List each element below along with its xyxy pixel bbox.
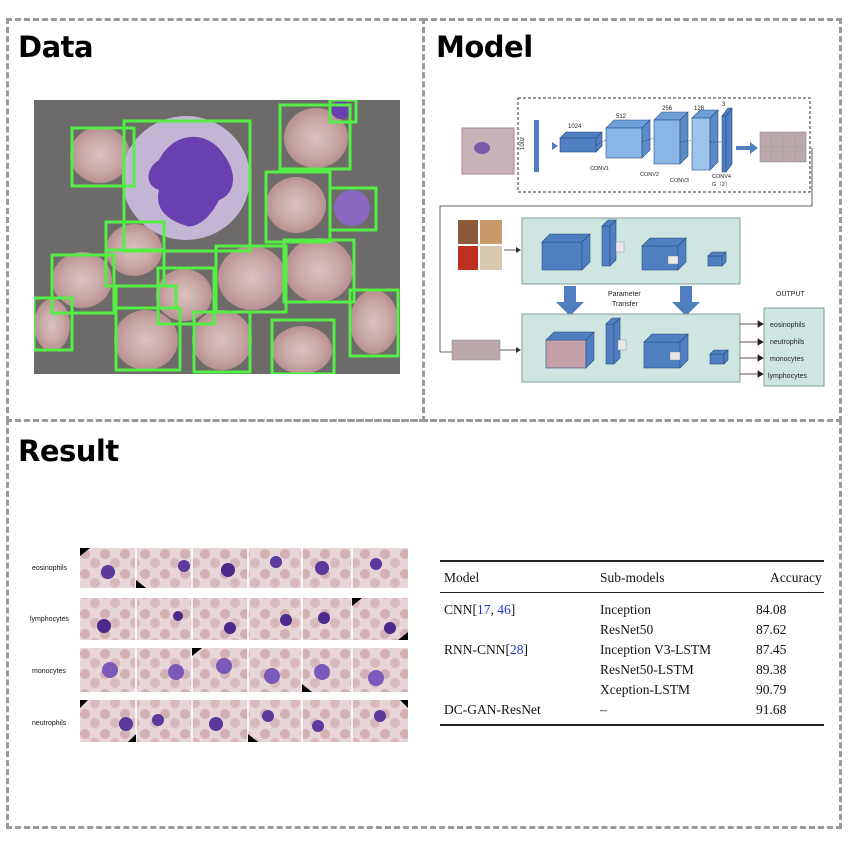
lymphocyte-cell xyxy=(334,190,370,226)
table-row-sub: ResNet50-LSTM xyxy=(600,662,694,677)
input-dim-label: 100z xyxy=(520,136,526,150)
table-row-model: RNN-CNN[28] xyxy=(444,642,529,657)
header-model: Model xyxy=(444,570,480,585)
svg-text:1024: 1024 xyxy=(568,124,582,130)
table-row-acc: 87.62 xyxy=(756,622,787,637)
citation-link[interactable]: 46 xyxy=(497,602,511,617)
output-title: OUTPUT xyxy=(776,291,805,298)
row-neutrophils xyxy=(80,700,408,742)
svg-text:CONV3: CONV3 xyxy=(670,178,689,184)
table-row-acc: 89.38 xyxy=(756,662,787,677)
svg-text:512: 512 xyxy=(616,114,627,120)
pretrain-images xyxy=(458,220,502,270)
result-image-grid xyxy=(80,548,408,744)
citation-link[interactable]: 17 xyxy=(477,602,491,617)
parameter-label: Parameter xyxy=(608,291,641,298)
row-label-monocytes: monocytes xyxy=(32,668,66,675)
svg-text:128: 128 xyxy=(694,106,705,112)
svg-text:CONV1: CONV1 xyxy=(590,166,609,172)
svg-text:monocytes: monocytes xyxy=(770,356,804,363)
table-row-acc: 84.08 xyxy=(756,602,787,617)
svg-text:eosinophils: eosinophils xyxy=(770,322,806,329)
svg-text:3: 3 xyxy=(722,102,726,108)
table-row-sub: Xception-LSTM xyxy=(600,682,690,697)
row-label-eosinophils: eosinophils xyxy=(32,565,68,572)
table-row-sub: ResNet50 xyxy=(600,622,654,637)
table-row-acc: 91.68 xyxy=(756,702,787,717)
transfer-label: Transfer xyxy=(612,301,638,308)
svg-text:256: 256 xyxy=(662,106,673,112)
model-diagram xyxy=(430,90,835,395)
row-lymphocytes xyxy=(80,598,408,640)
table-row-model: DC-GAN-ResNet xyxy=(444,702,541,717)
svg-text:CONV4: CONV4 xyxy=(712,174,731,180)
row-eosinophils xyxy=(80,548,408,588)
table-row-sub: Inception V3-LSTM xyxy=(600,642,712,657)
result-title: Result xyxy=(18,434,119,468)
svg-text:CONV2: CONV2 xyxy=(640,172,659,178)
table-row-sub: Inception xyxy=(600,602,651,617)
table-row-acc: 87.45 xyxy=(756,642,787,657)
table-row-model: CNN[17, 46] xyxy=(444,602,516,617)
row-label-neutrophils: neutrophils xyxy=(32,720,67,727)
header-submodels: Sub-models xyxy=(600,570,665,585)
svg-text:lymphocytes: lymphocytes xyxy=(768,373,807,380)
table-row-acc: 90.79 xyxy=(756,682,787,697)
row-label-lymphocytes: lymphocytes xyxy=(30,616,69,623)
svg-text:neutrophils: neutrophils xyxy=(770,339,805,346)
table-row-sub: – xyxy=(600,702,607,717)
svg-text:G（2）: G（2） xyxy=(712,182,731,188)
header-accuracy: Accuracy xyxy=(770,570,822,585)
citation-link[interactable]: 28 xyxy=(510,642,524,657)
row-monocytes xyxy=(80,648,408,692)
blood-smear-image xyxy=(34,100,400,374)
model-title: Model xyxy=(436,30,533,64)
data-title: Data xyxy=(18,30,94,64)
conv-blocks xyxy=(560,108,732,172)
